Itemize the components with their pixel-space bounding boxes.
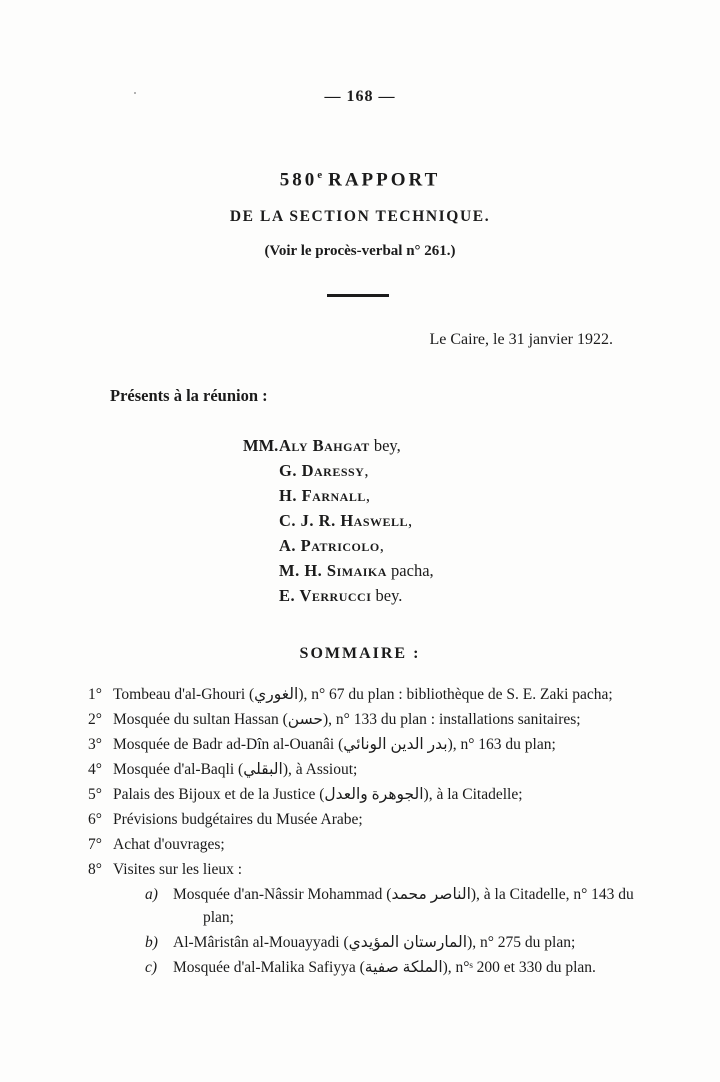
attendee-name: H. Farnall: [279, 486, 366, 505]
sommaire-item-number: 2°: [88, 711, 102, 728]
sommaire-subitem-text: Mosquée d'an-Nâssir Mohammad (الناصر محمد), à la Citadelle, n° 143 du plan;: [173, 886, 634, 926]
attendee-row: [243, 433, 434, 458]
sommaire-item-number: 7°: [88, 836, 102, 853]
report-title-word: RAPPORT: [328, 169, 441, 191]
sommaire-subitem: [145, 883, 650, 929]
sommaire-item: [88, 783, 650, 806]
attendee-suffix: ,: [365, 486, 370, 505]
sommaire-item: [88, 808, 650, 831]
sommaire-item-text: Mosquée de Badr ad-Dîn al-Ouanâi (بدر الدين الونائي), n° 163 du plan;: [113, 736, 556, 753]
attendee-row: [243, 583, 434, 608]
sommaire-item-number: 4°: [88, 761, 102, 778]
sommaire-item-text: Achat d'ouvrages;: [113, 836, 225, 853]
report-title-number: 580: [279, 169, 318, 191]
attendee-suffix: ,: [408, 511, 413, 530]
attendee-suffix: bey,: [369, 436, 401, 455]
sommaire-item: [88, 733, 650, 756]
sommaire-subitem: [145, 956, 650, 979]
sommaire-item-text: Visites sur les lieux :: [113, 861, 243, 878]
report-title: [0, 169, 720, 191]
attendee-name: E. Verrucci: [279, 586, 372, 605]
sommaire-item-text: Tombeau d'al-Ghouri (الغوري), n° 67 du plan : bibliothèque de S. E. Zaki pacha;: [113, 686, 613, 703]
attendee-row: [243, 558, 434, 583]
dateline: Le Caire, le 31 janvier 1922.: [429, 331, 613, 348]
sommaire-item: [88, 708, 650, 731]
attendee-name: Aly Bahgat: [279, 436, 370, 455]
sommaire-subitem: [145, 931, 650, 954]
attendee-name: A. Patricolo: [279, 536, 380, 555]
sommaire-item: [88, 858, 650, 881]
sommaire-item-text: Mosquée du sultan Hassan (حسن), n° 133 du plan : installations sanitaires;: [113, 711, 581, 728]
sommaire-subitem-text: Al-Mâristân al-Mouayyadi (المارستان المؤيدي), n° 275 du plan;: [173, 934, 576, 951]
attendee-row: [243, 483, 434, 508]
page-number: — 168 —: [324, 88, 396, 105]
attendee-row: [243, 458, 434, 483]
attendee-name: C. J. R. Haswell: [279, 511, 409, 530]
sommaire-item-number: 6°: [88, 811, 102, 828]
report-subtitle: DE LA SECTION TECHNIQUE.: [229, 208, 491, 225]
sommaire-item-number: 1°: [88, 686, 102, 703]
attendee-prefix: MM.: [243, 436, 279, 455]
attendee-suffix: ,: [379, 536, 384, 555]
sommaire-item: [88, 683, 650, 706]
attendee-name: M. H. Simaika: [279, 561, 387, 580]
sommaire-item-text: Mosquée d'al-Baqli (البقلي), à Assiout;: [113, 761, 358, 778]
attendee-row: [243, 508, 434, 533]
attendance-heading: Présents à la réunion :: [110, 386, 268, 405]
sommaire-item-text: Palais des Bijoux et de la Justice (الجوهرة والعدل), à la Citadelle;: [113, 786, 523, 803]
sommaire-subitem-letter: b): [145, 934, 158, 951]
sommaire-subitem-letter: a): [145, 886, 158, 903]
sommaire-item-text: Prévisions budgétaires du Musée Arabe;: [113, 811, 363, 828]
sommaire-item-number: 3°: [88, 736, 102, 753]
separator-rule: [327, 294, 389, 297]
attendee-list: [243, 433, 434, 608]
report-title-ordinal: e: [317, 169, 323, 181]
attendee-name: G. Daressy: [279, 461, 365, 480]
sommaire-subitem-text: Mosquée d'al-Malika Safiyya (الملكة صفية), n°ˢ 200 et 330 du plan.: [173, 959, 596, 976]
sommaire-item: [88, 758, 650, 781]
sommaire-subitem-letter: c): [145, 959, 158, 976]
attendee-suffix: bey.: [371, 586, 403, 605]
sommaire-item-number: 5°: [88, 786, 102, 803]
sommaire-item-number: 8°: [88, 861, 102, 878]
attendee-suffix: pacha,: [386, 561, 434, 580]
sommaire-list: [88, 683, 650, 981]
sommaire-item: [88, 833, 650, 856]
sommaire-subitem-list: [145, 883, 650, 979]
attendee-suffix: ,: [364, 461, 369, 480]
sommaire-heading: SOMMAIRE :: [299, 645, 421, 662]
report-reference: (Voir le procès-verbal n° 261.): [264, 243, 456, 259]
attendee-row: [243, 533, 434, 558]
